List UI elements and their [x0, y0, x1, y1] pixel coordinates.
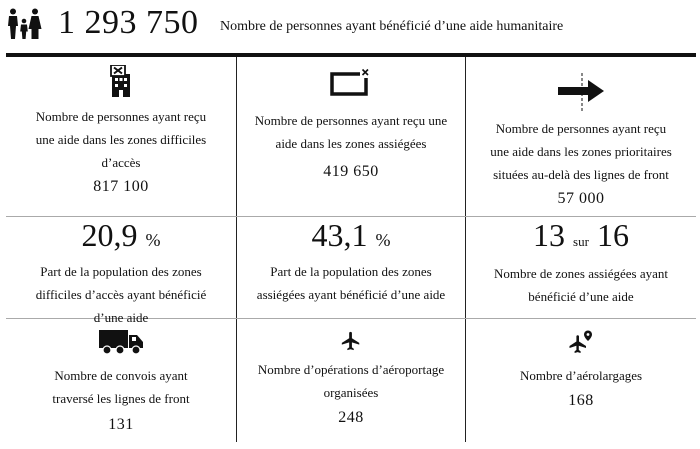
percent-unit: % — [375, 230, 391, 250]
stat-cell-hard-to-reach-share — [6, 218, 236, 329]
stat-value: 57 000 — [557, 190, 605, 207]
stat-value: 131 — [108, 416, 134, 433]
stat-big-value — [466, 218, 696, 259]
family-icon — [6, 8, 42, 40]
airplane-icon — [340, 330, 362, 352]
stat-cell-beyond-frontline-people — [466, 73, 696, 211]
stat-label: Nombre de personnes ayant reçu une aide dans les zones difficiles d’accès — [35, 109, 207, 170]
stat-cell-convoys — [6, 328, 236, 437]
stats-grid — [6, 57, 696, 449]
stat-cell-airlift-operations — [237, 330, 465, 430]
building-blocked-icon — [107, 65, 135, 97]
stat-big-value — [6, 218, 236, 257]
count-total: 16 — [596, 217, 629, 253]
stat-label: Part de la population des zones assiégées ayant bénéficié d’une aide — [256, 264, 446, 302]
total-beneficiaries: 1 293 750 — [58, 4, 199, 41]
stat-label: Nombre de personnes ayant reçu une aide dans les zones prioritaires situées au-delà des lignes de front — [490, 121, 672, 182]
stat-label: Part de la population des zones difficiles d’accès ayant bénéficié d’une aide — [35, 264, 207, 325]
percent-value: 20,9 — [81, 217, 138, 253]
stat-value: 419 650 — [323, 163, 379, 180]
stat-big-value — [237, 218, 465, 257]
stat-label: Nombre de convois ayant traversé les lignes de front — [52, 368, 190, 406]
sealed-box-icon — [329, 67, 373, 97]
stat-label: Nombre de zones assiégées ayant bénéficié d’une aide — [494, 266, 668, 304]
stat-value: 248 — [338, 409, 364, 426]
stat-cell-besieged-share — [237, 218, 465, 306]
stat-cell-besieged-zones-count — [466, 218, 696, 308]
stat-label: Nombre de personnes ayant reçu une aide dans les zones assiégées — [254, 113, 448, 151]
header — [0, 0, 700, 50]
stat-cell-besieged-people — [237, 67, 465, 184]
count-connector: sur — [573, 234, 589, 249]
total-beneficiaries-label: Nombre de personnes ayant bénéficié d’une aide humanitaire — [220, 19, 564, 34]
truck-icon — [98, 328, 144, 356]
stat-cell-hard-to-reach-people — [6, 65, 236, 199]
stat-value: 168 — [568, 392, 594, 409]
stat-cell-airdrops — [466, 329, 696, 413]
airdrop-plane-icon — [568, 329, 594, 355]
percent-unit: % — [145, 230, 161, 250]
percent-value: 43,1 — [311, 217, 368, 253]
stat-value: 817 100 — [93, 178, 149, 195]
stat-label: Nombre d’aérolargages — [519, 368, 643, 383]
stat-label: Nombre d’opérations d’aéroportage organisées — [257, 362, 445, 400]
count-value: 13 — [533, 217, 566, 253]
arrow-crossing-line-icon — [556, 73, 606, 113]
